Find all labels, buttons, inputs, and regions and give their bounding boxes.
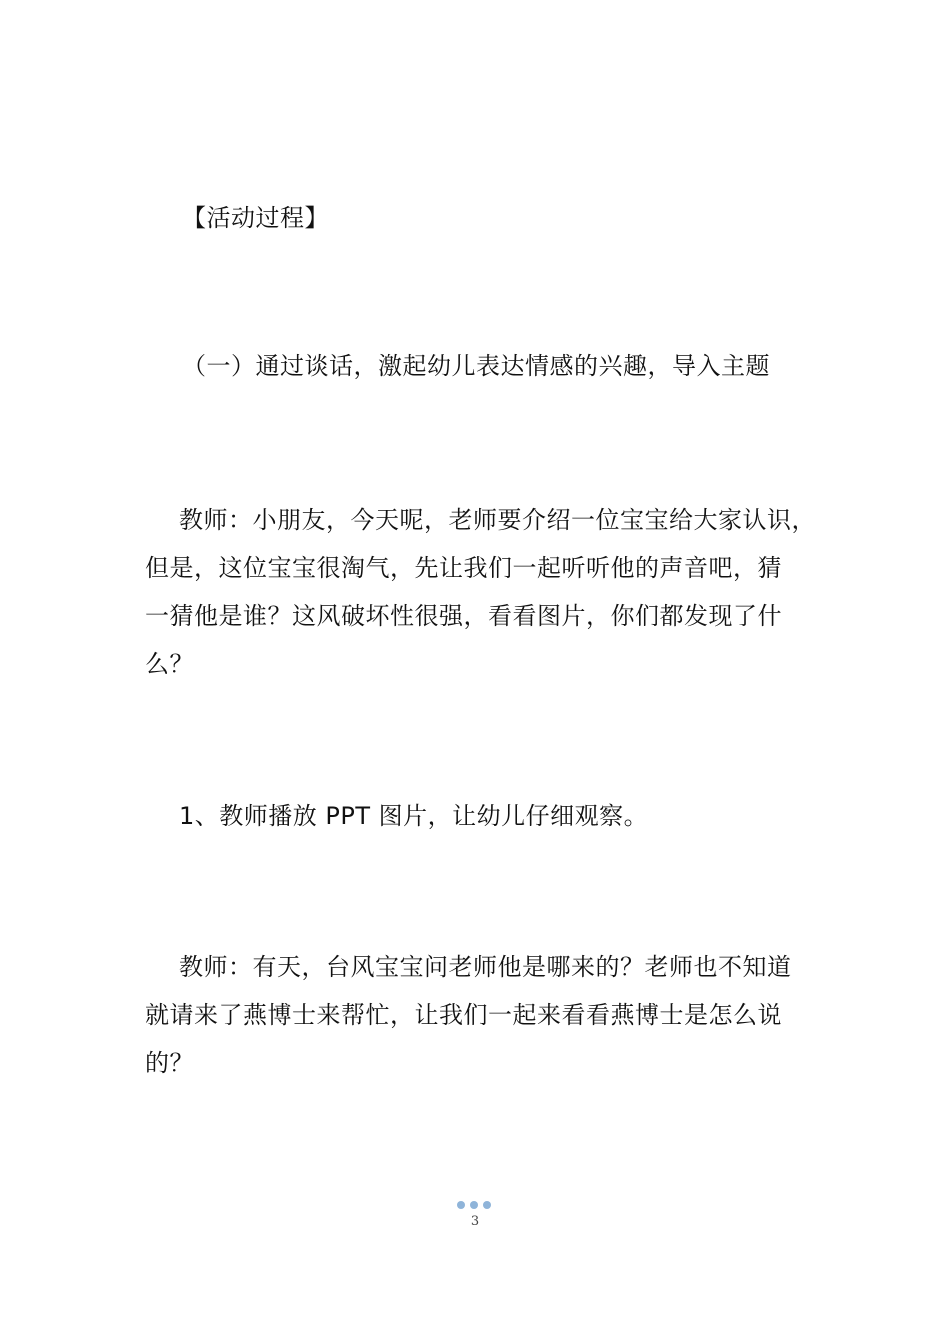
- section-heading: 【活动过程】: [182, 204, 329, 232]
- paragraph-teacher-intro: [145, 496, 825, 688]
- paragraph-line: 的？: [145, 1049, 194, 1077]
- paragraph-line: 但是，这位宝宝很淘气，先让我们一起听听他的声音吧，猜: [145, 554, 782, 582]
- paragraph-line: 么？: [145, 650, 194, 678]
- footer-dots-icon: [457, 1201, 493, 1211]
- paragraph-line: 一猜他是谁？这风破坏性很强，看看图片，你们都发现了什: [145, 602, 782, 630]
- step-item: 1、教师播放 PPT 图片，让幼儿仔细观察。: [179, 802, 649, 830]
- page-number: 3: [470, 1214, 480, 1229]
- paragraph-teacher-question: [145, 943, 825, 1087]
- paragraph-line: 就请来了燕博士来帮忙，让我们一起来看看燕博士是怎么说: [145, 1001, 782, 1029]
- paragraph-line: 教师：有天，台风宝宝问老师他是哪来的？老师也不知道: [179, 953, 792, 981]
- section-title: （一）通过谈话，激起幼儿表达情感的兴趣，导入主题: [182, 352, 770, 380]
- paragraph-line: 教师：小朋友，今天呢，老师要介绍一位宝宝给大家认识，: [179, 506, 816, 534]
